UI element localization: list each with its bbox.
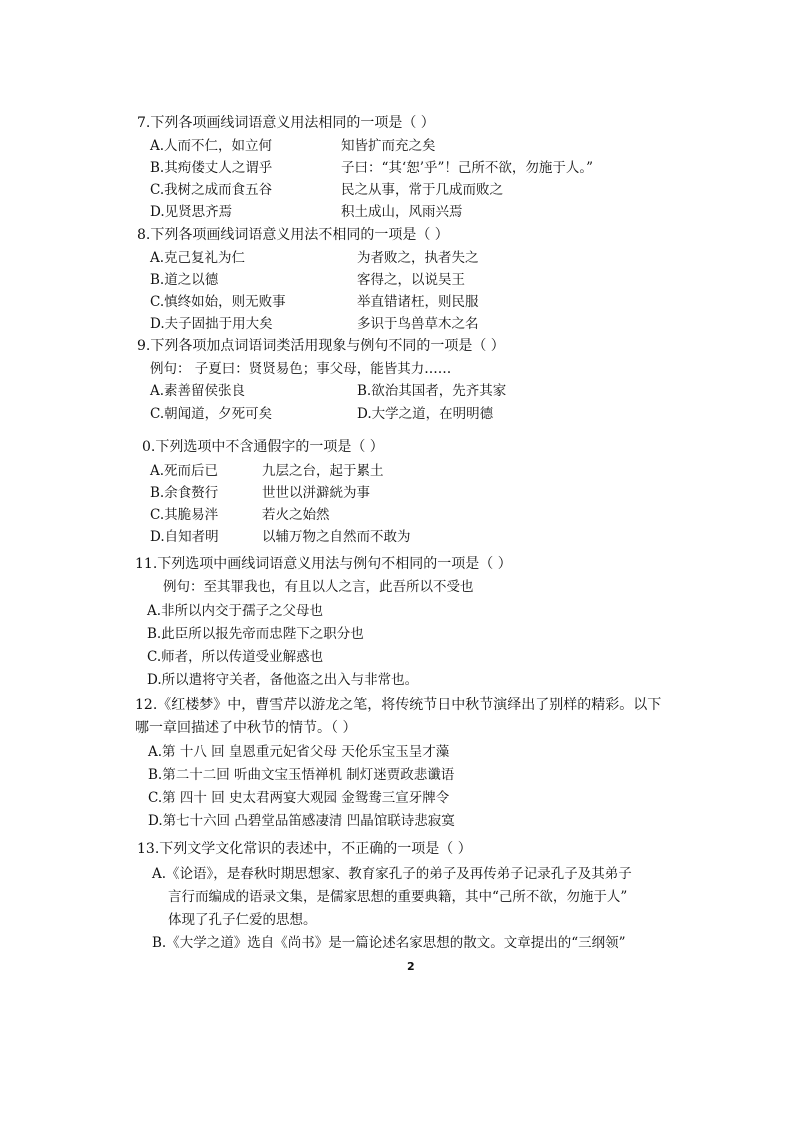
question-11-option-d: D.所以遣将守关者，备他盗之出入与非常也。 [147,672,419,688]
question-8-option-b-compare: 客得之，以说吴王 [357,272,465,288]
question-10-option-a-sentence: 九层之台，起于累土 [262,463,384,479]
question-10-option-a: A.死而后已 [150,463,219,479]
question-8-stem: 8.下列各项画线词语意义用法不相同的一项是（ ） [137,227,449,243]
question-10-option-b: B.余食赘行 [150,485,219,501]
question-12-stem: 12.《红楼梦》中，曹雪芹以游龙之笔，将传统节日中秋节演绎出了别样的精彩。以下 [135,697,662,713]
question-10-option-c: C.其脆易泮 [150,507,219,523]
question-9-option-c: C.朝闻道，夕死可矣 [150,406,273,422]
question-8-option-b: B.道之以德 [150,272,219,288]
question-8-option-c-compare: 举直错诸枉，则民服 [357,294,479,310]
question-11-option-a: A.非所以内交于孺子之父母也 [147,603,324,619]
question-7-option-d-compare: 积土成山，风雨兴焉 [341,204,463,220]
question-8-option-c: C.慎终如始，则无败事 [150,294,286,310]
question-11-option-c: C.师者，所以传道受业解惑也 [147,649,324,665]
question-11-option-b: B.此臣所以报先帝而忠陛下之职分也 [147,626,364,642]
question-12-option-a: A.第 十八 回 皇恩重元妃省父母 天伦乐宝玉呈才藻 [148,744,450,760]
question-12-option-b: B.第二十二回 听曲文宝玉悟禅机 制灯迷贾政悲谶语 [148,767,455,783]
question-9-option-b: B.欲治其国者，先齐其家 [357,383,507,399]
question-10-option-d-sentence: 以辅万物之自然而不敢为 [262,529,411,545]
question-13-option-a: A.《论语》，是春秋时期思想家、教育家孔子的弟子及再传弟子记录孔子及其弟子 [152,866,632,882]
question-10-option-b-sentence: 世世以洴澼絖为事 [262,485,370,501]
question-10-option-c-sentence: 若火之始然 [262,507,330,523]
question-7-option-d: D.见贤思齐焉 [150,204,233,220]
question-13-option-a-line-2: 言行而编成的语录文集，是儒家思想的重要典籍，其中“己所不欲，勿施于人” [168,889,628,905]
question-7-option-b: B.其痀偻丈人之谓乎 [150,160,273,176]
question-13-option-a-line-3: 体现了孔子仁爱的思想。 [168,912,317,928]
question-11-stem: 11.下列选项中画线词语意义用法与例句不相同的一项是（ ） [135,556,512,572]
question-10-stem: 0.下列选项中不含通假字的一项是（ ） [142,439,384,455]
question-7-option-a-compare: 知皆扩而充之矣 [341,138,436,154]
question-8-option-d: D.夫子固拙于用大矣 [150,316,273,332]
question-13-option-b: B.《大学之道》选自《尚书》是一篇论述名家思想的散文。文章提出的“三纲领” [152,935,626,951]
question-12-stem-continued: 哪一章回描述了中秋节的情节。（ ） [135,720,357,736]
question-13-stem: 13.下列文学文化常识的表述中，不正确的一项是（ ） [137,841,472,857]
question-12-option-c: C.第 四十 回 史太君两宴大观园 金鸳鸯三宣牙牌令 [148,790,450,806]
page-number: 2 [407,960,415,973]
question-8-option-d-compare: 多识于鸟兽草木之名 [357,316,479,332]
question-7-option-b-compare: 子曰：“其‘恕’乎”！己所不欲，勿施于人。” [341,160,594,176]
question-12-option-d: D.第七十六回 凸碧堂品笛感凄清 凹晶馆联诗悲寂寞 [148,813,455,829]
question-9-option-a: A.素善留侯张良 [150,383,246,399]
question-11-example: 例句：至其罪我也，有且以人之言，此吾所以不受也 [163,579,474,595]
question-7-option-c: C.我树之成而食五谷 [150,182,273,198]
question-9-option-d: D.大学之道，在明明德 [357,406,494,422]
question-8-option-a-compare: 为者败之，执者失之 [357,250,479,266]
question-9-stem: 9.下列各项加点词语词类活用现象与例句不同的一项是（ ） [137,338,505,354]
question-7-option-a: A.人而不仁，如立何 [150,138,273,154]
question-9-example: 例句： 子夏曰：贤贤易色；事父母，能皆其力…… [150,361,452,377]
question-8-option-a: A.克己复礼为仁 [150,250,246,266]
question-10-option-d: D.自知者明 [150,529,219,545]
question-7-option-c-compare: 民之从事，常于几成而败之 [341,182,503,198]
question-7-stem: 7.下列各项画线词语意义用法相同的一项是（ ） [137,115,435,131]
